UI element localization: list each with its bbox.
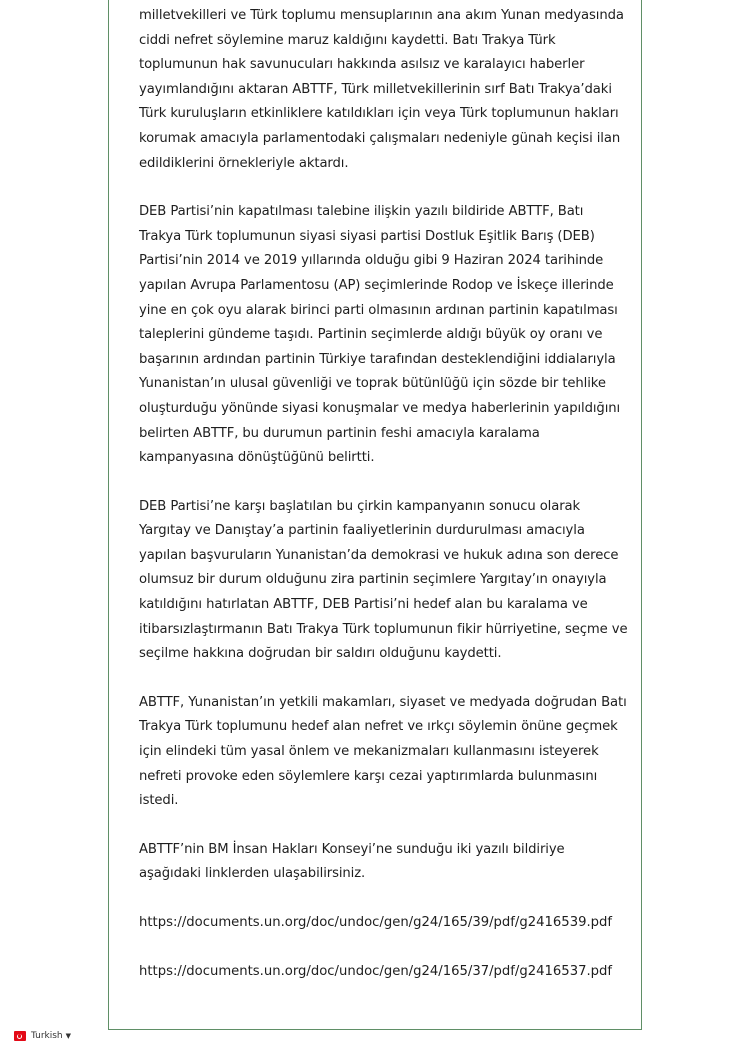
- chevron-down-icon: ▼: [65, 1032, 72, 1040]
- article-container: [108, 0, 642, 1030]
- turkey-flag-icon: [14, 1031, 26, 1041]
- article-paragraph-5: ABTTF’nin BM İnsan Hakları Konseyi’ne sunduğu iki yazılı bildiriye aşağıdaki linklerden ulaşabilirsiniz.: [139, 841, 565, 882]
- document-link-2[interactable]: https://documents.un.org/doc/undoc/gen/g24/165/37/pdf/g2416537.pdf: [139, 963, 613, 979]
- article-body: [139, 4, 629, 1008]
- document-link-2-wrapper: [139, 960, 629, 985]
- document-link-1[interactable]: https://documents.un.org/doc/undoc/gen/g24/165/39/pdf/g2416539.pdf: [139, 915, 613, 930]
- article-paragraph-2: DEB Partisi’nin kapatılması talebine ilişkin yazılı bildiride ABTTF, Batı Trakya Türk toplumunun siyasi siyasi partisi Dostluk Eşitlik Barış (DEB) Partisi’nin 2014 ve 2019 yıllarında olduğu gibi 9 Haziran 2024 tarihinde yapılan Avrupa Parlamentosu (AP) seçimlerinde Rodop ve İskeçe illerinde yine en çok oyu alarak birinci parti olmasının ardınan partinin kapatılması taleplerini gündeme taşıdı. Partinin seçimlerde aldığı büyük oy oranı ve başarının ardından partinin Türkiye tarafından desteklendiğini iddialarıyla Yunanistan’ın ulusal güvenliği ve toprak bütünlüğü için sözde bir tehlike oluşturduğu yönünde siyasi konuşmalar ve medya haberlerinin yapıldığını belirten ABTTF, bu durumun partinin feshi amacıyla karalama kampanyasına dönüştüğünü belirtti.: [139, 204, 621, 466]
- language-switcher[interactable]: [14, 1031, 71, 1041]
- document-link-1-wrapper: [139, 911, 629, 936]
- article-paragraph-4: ABTTF, Yunanistan’ın yetkili makamları, siyaset ve medyada doğrudan Batı Trakya Türk toplumunu hedef alan nefret ve ırkçı söylemin önüne geçmek için elindeki tüm yasal önlem ve mekanizmaları kullanmasını isteyerek nefreti provoke eden söylemlere karşı cezai yaptırımlarda bulunmasını istedi.: [139, 694, 627, 809]
- article-paragraph-1: milletvekilleri ve Türk toplumu mensuplarının ana akım Yunan medyasında ciddi nefret söylemine maruz kaldığını kaydetti. Batı Trakya Türk toplumunun hak savunucuları hakkında asılsız ve karalayıcı haberler yayımlandığını aktaran ABTTF, Türk milletvekillerinin sırf Batı Trakya’daki Türk kuruluşların etkinliklere katıldıkları için veya Türk toplumunun hakları korumak amacıyla parlamentodaki çalışmaları nedeniyle günah keçisi ilan edildiklerini örnekleriyle aktardı.: [139, 8, 624, 171]
- language-label: Turkish: [31, 1031, 63, 1041]
- article-paragraph-3: DEB Partisi’ne karşı başlatılan bu çirkin kampanyanın sonucu olarak Yargıtay ve Danıştay’a partinin faaliyetlerinin durdurulması amacıyla yapılan başvuruların Yunanistan’da demokrasi ve hukuk adına son derece olumsuz bir durum olduğunu zira partinin seçimlere Yargıtay’ın onayıyla katıldığını hatırlatan ABTTF, DEB Partisi’ni hedef alan bu karalama ve itibarsızlaştırmanın Batı Trakya Türk toplumunun fikir hürriyetine, seçme ve seçilme hakkına doğrudan bir saldırı olduğunu kaydetti.: [139, 498, 628, 662]
